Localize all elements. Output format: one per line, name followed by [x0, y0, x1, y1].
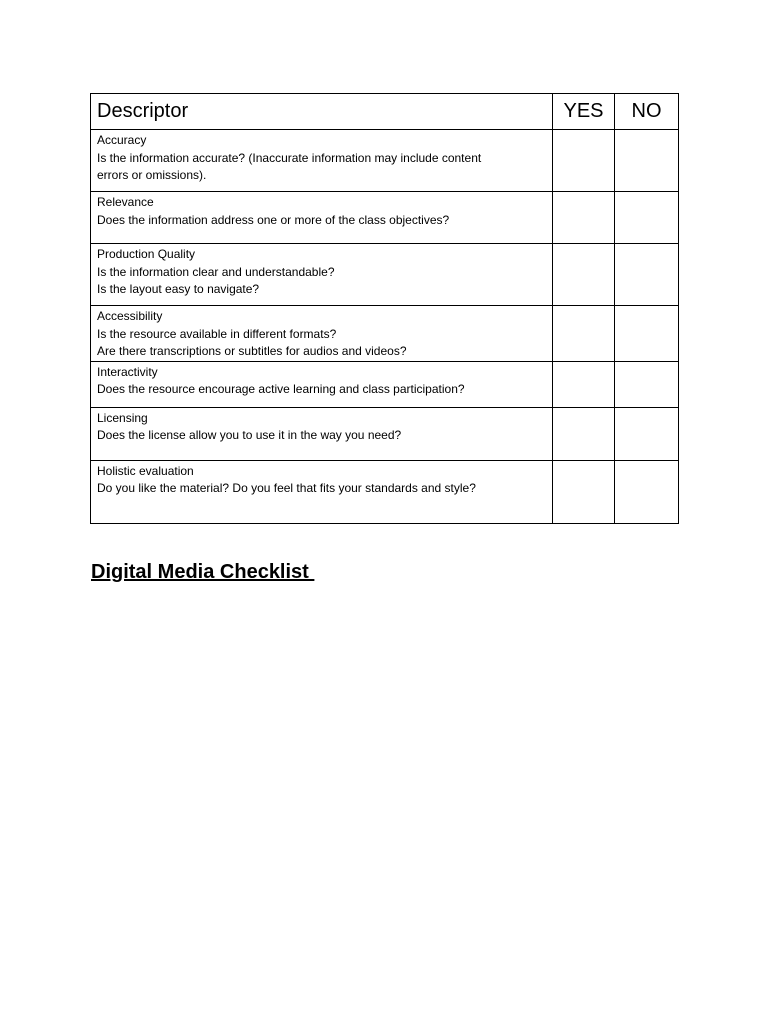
document-title: Digital Media Checklist: [91, 561, 315, 583]
row-title: Holistic evaluation: [97, 463, 194, 478]
yes-checkbox-cell[interactable]: [553, 192, 615, 244]
no-checkbox-cell[interactable]: [615, 244, 679, 306]
row-question: Is the layout easy to navigate?: [97, 282, 260, 296]
row-question: Are there transcriptions or subtitles for audios and videos?: [97, 344, 407, 358]
yes-checkbox-cell[interactable]: [553, 407, 615, 460]
no-header: NO: [615, 94, 679, 130]
descriptor-cell-interactivity: [91, 361, 553, 407]
no-checkbox-cell[interactable]: [615, 407, 679, 460]
row-title: Licensing: [97, 410, 148, 425]
table-row: [91, 306, 679, 362]
descriptor-header: Descriptor: [91, 94, 553, 130]
row-title: Interactivity: [97, 364, 158, 379]
table-row: [91, 407, 679, 460]
row-question: Is the information accurate? (Inaccurate information may include content: [97, 150, 482, 165]
table-header-row: [91, 94, 679, 130]
table-row: [91, 244, 679, 306]
row-question: Does the license allow you to use it in the way you need?: [97, 428, 402, 442]
row-question: errors or omissions).: [97, 168, 207, 182]
table-row: [91, 130, 679, 192]
table-row: [91, 192, 679, 244]
descriptor-cell-accessibility: [91, 306, 553, 362]
descriptor-cell-relevance: [91, 192, 553, 244]
checklist-table: [90, 93, 679, 524]
yes-header: YES: [553, 94, 615, 130]
table-row: [91, 361, 679, 407]
yes-checkbox-cell[interactable]: [553, 460, 615, 523]
no-checkbox-cell[interactable]: [615, 192, 679, 244]
row-question: Does the resource encourage active learning and class participation?: [97, 382, 465, 396]
row-question: Do you like the material? Do you feel that fits your standards and style?: [97, 481, 476, 495]
descriptor-cell-licensing: [91, 407, 553, 460]
descriptor-cell-accuracy: [91, 130, 553, 192]
row-question: Is the information clear and understandable?: [97, 264, 335, 279]
table-row: [91, 460, 679, 523]
no-checkbox-cell[interactable]: [615, 460, 679, 523]
yes-checkbox-cell[interactable]: [553, 306, 615, 362]
no-checkbox-cell[interactable]: [615, 306, 679, 362]
yes-checkbox-cell[interactable]: [553, 244, 615, 306]
yes-checkbox-cell[interactable]: [553, 130, 615, 192]
yes-checkbox-cell[interactable]: [553, 361, 615, 407]
row-title: Relevance: [97, 195, 154, 209]
row-question: Does the information address one or more of the class objectives?: [97, 212, 450, 227]
row-title: Accuracy: [97, 133, 147, 147]
no-checkbox-cell[interactable]: [615, 130, 679, 192]
descriptor-cell-holistic-evaluation: [91, 460, 553, 523]
row-title: Production Quality: [97, 247, 196, 261]
row-question: Is the resource available in different formats?: [97, 326, 337, 341]
row-title: Accessibility: [97, 309, 163, 323]
no-checkbox-cell[interactable]: [615, 361, 679, 407]
descriptor-cell-production-quality: [91, 244, 553, 306]
